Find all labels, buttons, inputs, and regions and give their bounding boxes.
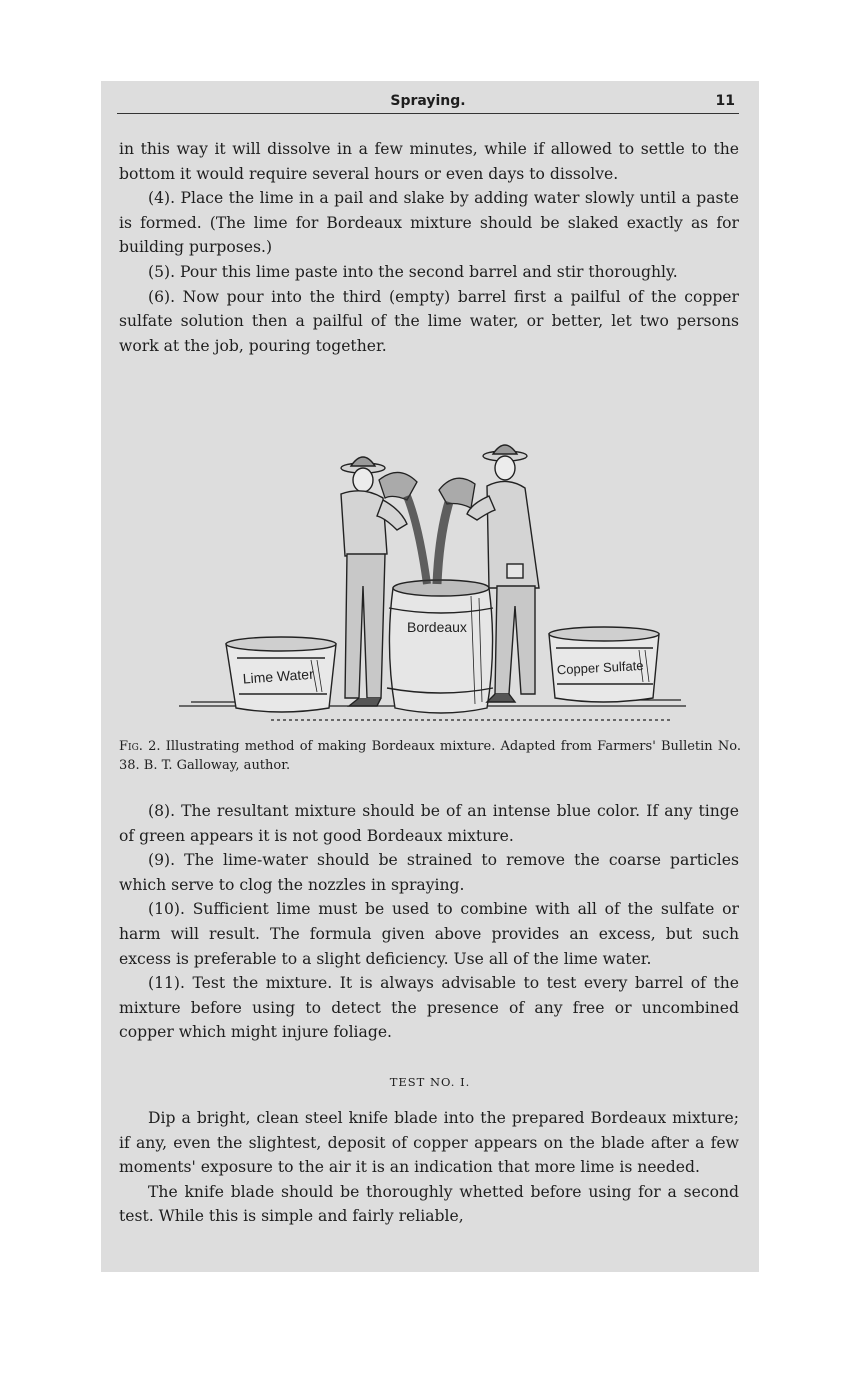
paragraph-step-8: (8). The resultant mixture should be of an intense blue color. If any tinge of green appears it is not good Bordeaux mixture. bbox=[119, 802, 739, 845]
paragraph-step-6: (6). Now pour into the third (empty) barrel first a pailful of the copper sulfate solution then a pailful of the lime water, or better, let two persons work at the job, pouring together. bbox=[119, 287, 739, 355]
book-page bbox=[101, 81, 759, 1272]
text-block-test bbox=[119, 1106, 739, 1229]
bordeaux-barrel bbox=[387, 580, 493, 713]
paragraph-step-9: (9). The lime-water should be strained to remove the coarse particles which serve to clog the nozzles in spraying. bbox=[119, 851, 739, 894]
page-number: 11 bbox=[715, 93, 735, 109]
text-block-after-figure bbox=[119, 799, 739, 1045]
running-header bbox=[117, 91, 739, 114]
text-block-before-figure bbox=[119, 137, 739, 358]
paragraph-continuation: in this way it will dissolve in a few minutes, while if allowed to settle to the bottom it would require several hours or even days to dissolve. bbox=[119, 140, 739, 183]
header-title: Spraying. bbox=[390, 93, 466, 109]
paragraph-step-4: (4). Place the lime in a pail and slake by adding water slowly until a paste is formed. (The lime for Bordeaux mixture should be slaked exactly as for building purposes.) bbox=[119, 189, 739, 257]
figure-caption bbox=[119, 737, 741, 775]
paragraph-test-instructions: Dip a bright, clean steel knife blade into the prepared Bordeaux mixture; if any, even the slightest, deposit of copper appears on the blade after a few moments' exposure to the air it is an indication that more lime is needed. bbox=[119, 1109, 739, 1177]
paragraph-step-10: (10). Sufficient lime must be used to combine with all of the sulfate or harm will result. The formula given above provides an excess, but such excess is preferable to a slight deficiency. Use all of the lime water. bbox=[119, 900, 739, 968]
figure-label: Fig. 2. bbox=[119, 739, 161, 754]
bordeaux-label: Bordeaux bbox=[407, 619, 467, 635]
copper-sulfate-label: Copper Sulfate bbox=[556, 657, 644, 678]
paragraph-step-11: (11). Test the mixture. It is always advisable to test every barrel of the mixture before using to detect the presence of any free or uncombined copper which might injure foliage. bbox=[119, 974, 739, 1042]
paragraph-test-note: The knife blade should be thoroughly whetted before using for a second test. While this is simple and fairly reliable, bbox=[119, 1182, 739, 1226]
lime-water-label: Lime Water bbox=[242, 665, 315, 687]
paragraph-step-5: (5). Pour this lime paste into the second barrel and stir thoroughly. bbox=[148, 262, 678, 281]
section-heading: TEST NO. I. bbox=[389, 1075, 471, 1089]
bordeaux-mixing-illustration bbox=[171, 436, 691, 731]
figure-caption-text: Illustrating method of making Bordeaux mixture. Adapted from Farmers' Bulletin No. 38. B. T. Galloway, author. bbox=[119, 739, 741, 773]
